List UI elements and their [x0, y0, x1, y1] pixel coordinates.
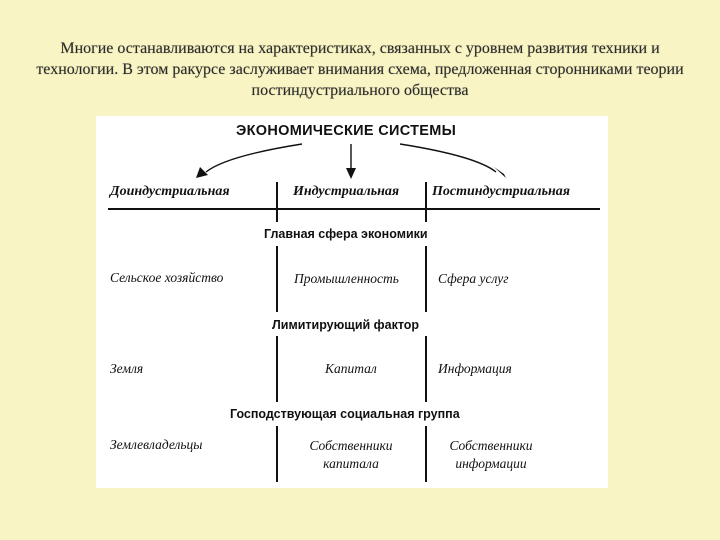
divider-right-2: [425, 336, 427, 402]
section-label-limiting-factor: Лимитирующий фактор: [272, 318, 420, 332]
section-label-dominant-group: Господствующая социальная группа: [230, 407, 460, 421]
header-underline: [108, 208, 600, 210]
cell-land: Земля: [110, 361, 144, 376]
divider-right-1: [425, 246, 427, 312]
cell-landowners: Землевладельцы: [110, 437, 203, 452]
divider-left-3: [276, 426, 278, 482]
arrow-left-head: [196, 167, 208, 178]
cell-capital-owners: Собственники капитала: [309, 438, 393, 471]
column-header-industrial: Индустриальная: [293, 184, 400, 199]
divider-left-top: [276, 182, 278, 222]
cell-agriculture: Сельское хозяйство: [110, 270, 224, 285]
arrow-right: [400, 144, 496, 172]
divider-left-2: [276, 336, 278, 402]
arrow-center-head: [346, 168, 356, 179]
arrow-right-head: [494, 167, 506, 178]
cell-information: Информация: [438, 361, 512, 376]
divider-right-3: [425, 426, 427, 482]
divider-left-1: [276, 246, 278, 312]
cell-industry: Промышленность: [294, 271, 399, 286]
cell-capital: Капитал: [325, 361, 377, 376]
intro-text: Многие останавливаются на характеристиках, связанных с уровнем развития техники и технологии. В этом ракурсе заслуживает внимания схема, предложенная сторонниками теории постиндустриального общества: [36, 40, 684, 99]
column-header-preindustrial: Доиндустриальная: [110, 184, 230, 199]
economic-systems-diagram: [96, 116, 608, 488]
column-header-postindustrial: Постиндустриальная: [432, 184, 570, 199]
arrow-left: [206, 144, 302, 172]
diagram-title: ЭКОНОМИЧЕСКИЕ СИСТЕМЫ: [236, 123, 457, 139]
cell-information-owners: Собственники информации: [449, 438, 533, 471]
section-label-main-sphere: Главная сфера экономики: [264, 227, 428, 241]
cell-services: Сфера услуг: [438, 271, 509, 286]
divider-right-top: [425, 182, 427, 222]
